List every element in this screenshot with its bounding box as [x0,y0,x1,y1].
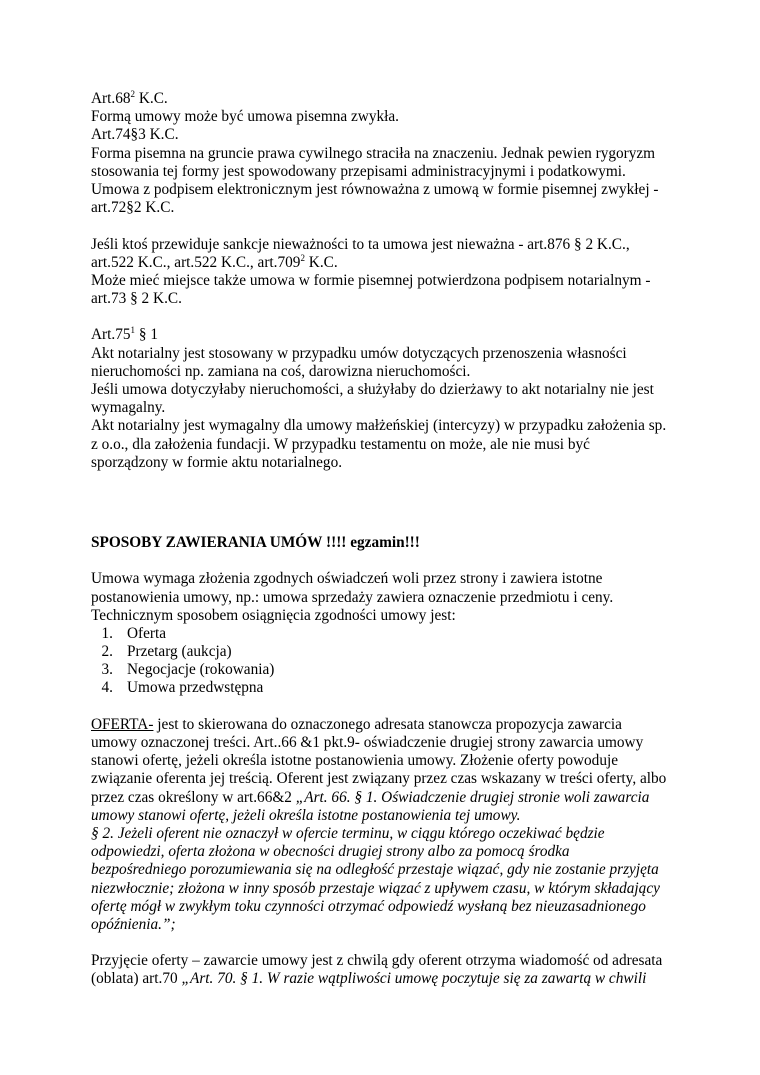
paragraph-line: Przyjęcie oferty – zawarcie umowy jest z chwilą gdy oferent otrzyma wiadomość od adresata [91,952,663,970]
paragraph-line: OFERTA- jest to skierowana do oznaczonego adresata stanowcza propozycja zawarcia [91,715,622,733]
section-heading: SPOSOBY ZAWIERANIA UMÓW !!!! egzamin!!! [91,533,420,551]
quoted-article-line: opóźnienia.”; [91,915,176,933]
list-item [91,679,671,697]
spacer [91,552,671,570]
paragraph-line: Akt notarialny jest wymagalny dla umowy małżeńskiej (intercyzy) w przypadku założenia sp. [91,417,667,435]
spacer [91,308,671,326]
paragraph-line: Forma pisemna na gruncie prawa cywilnego straciła na znaczeniu. Jednak pewien rygoryzm [91,144,656,162]
paragraph-line: nieruchomości np. zamiana na coś, darowizna nieruchomości. [91,362,471,380]
article-ref: Art.74§3 K.C. [91,126,179,144]
paragraph-line: Technicznym sposobem osiągnięcia zgodności umowy jest: [91,606,456,624]
list-item-text: Oferta [127,624,167,642]
paragraph-line: art.522 K.C., art.522 K.C., art.709$^2$ K.C. [91,252,338,271]
paragraph-line: stosowania tej formy jest spowodowany przepisami administracyjnymi i podatkowymi. [91,162,626,180]
paragraph-line: postanowienia umowy, np.: umowa sprzedaży zawiera oznaczenie przedmiotu i ceny. [91,588,614,606]
quoted-article-line: bezpośredniego porozumiewania się na odległość przestaje wiązać, gdy nie zostanie przyjęta [91,861,659,879]
spacer [91,472,671,534]
paragraph-line: z o.o., dla założenia fundacji. W przypadku testamentu on może, ale nie musi być [91,435,590,453]
paragraph-line: Może mieć miejsce także umowa w formie pisemnej potwierdzona podpisem notarialnym - [91,271,651,289]
spacer [91,217,671,235]
paragraph-line: związanie oferenta jej treścią. Oferent jest związany przez czas wskazany w treści oferty, albo [91,770,667,788]
paragraph-line: sporządzony w formie aktu notarialnego. [91,453,343,471]
paragraph-line: umowy oznaczonej treści. Art..66 &1 pkt.9- oświadczenie drugiej strony zawarcia umowy [91,734,644,751]
quoted-article-line: umowy stanowi ofertę, jeżeli określa istotne postanowienia tej umowy. [91,806,521,824]
paragraph-line: przez czas określony w art.66&2 „Art. 66. § 1. Oświadczenie drugiej stronie woli zawarcia [91,788,650,806]
list-item [91,661,671,679]
methods-list [91,625,671,698]
document-page [91,90,671,989]
spacer [91,934,671,952]
paragraph-line: (oblata) art.70 „Art. 70. § 1. W razie wątpliwości umowę poczytuje się za zawartą w chwili [91,970,647,988]
oferta-term: OFERTA- [91,715,154,733]
list-item [91,625,671,643]
paragraph-line: Akt notarialny jest stosowany w przypadku umów dotyczących przenoszenia własności [91,344,627,362]
quoted-article-line: ofertę mógł w zwykłym toku czynności otrzymać odpowiedź wysłaną bez nieuzasadnionego [91,897,646,915]
list-item-text: Przetarg (aukcja) [127,643,232,661]
paragraph-line: art.73 § 2 K.C. [91,290,182,308]
quoted-article: „Art. 66. § 1. Oświadczenie drugiej stronie woli zawarcia [295,788,650,806]
quoted-article: „Art. 70. § 1. W razie wątpliwości umowę poczytuje się za zawartą w chwili [181,970,647,988]
list-item-text: Negocjacje (rokowania) [127,661,275,679]
spacer [91,698,671,716]
list-number: 1. [101,624,113,642]
list-number: 3. [101,661,113,679]
paragraph-line: Umowa wymaga złożenia zgodnych oświadczeń woli przez strony i zawiera istotne [91,570,603,588]
article-ref: $Art.75^1$ § 1 [91,325,158,344]
paragraph-line: Jeśli ktoś przewiduje sankcje nieważności to ta umowa jest nieważna - art.876 § 2 K.C., [91,235,630,253]
paragraph-line: art.72§2 K.C. [91,199,175,217]
paragraph-line: stanowi ofertę, jeżeli określa istotne postanowienia umowy. Złożenie oferty powoduje [91,752,619,770]
paragraph-line: wymagalny. [91,399,166,417]
article-ref: $Art.68^2$ K.C. [91,89,168,107]
list-item-text: Umowa przedwstępna [127,679,264,697]
list-item [91,643,671,661]
quoted-article-line: § 2. Jeżeli oferent nie oznaczył w ofercie terminu, w ciągu którego oczekiwać będzie [91,824,605,842]
list-number: 2. [101,643,113,661]
paragraph-line: Umowa z podpisem elektronicznym jest równoważna z umową w formie pisemnej zwykłej - [91,180,659,198]
paragraph-line: Jeśli umowa dotyczyłaby nieruchomości, a służyłaby do dzierżawy to akt notarialny nie jest [91,381,654,398]
list-number: 4. [101,679,113,697]
quoted-article-line: niezwłocznie; złożona w inny sposób przestaje wiązać z upływem czasu, w którym składający [91,879,660,897]
quoted-article-line: odpowiedzi, oferta złożona w obecności drugiej strony albo za pomocą środka [91,843,570,861]
paragraph-line: Formą umowy może być umowa pisemna zwykła. [91,108,399,126]
